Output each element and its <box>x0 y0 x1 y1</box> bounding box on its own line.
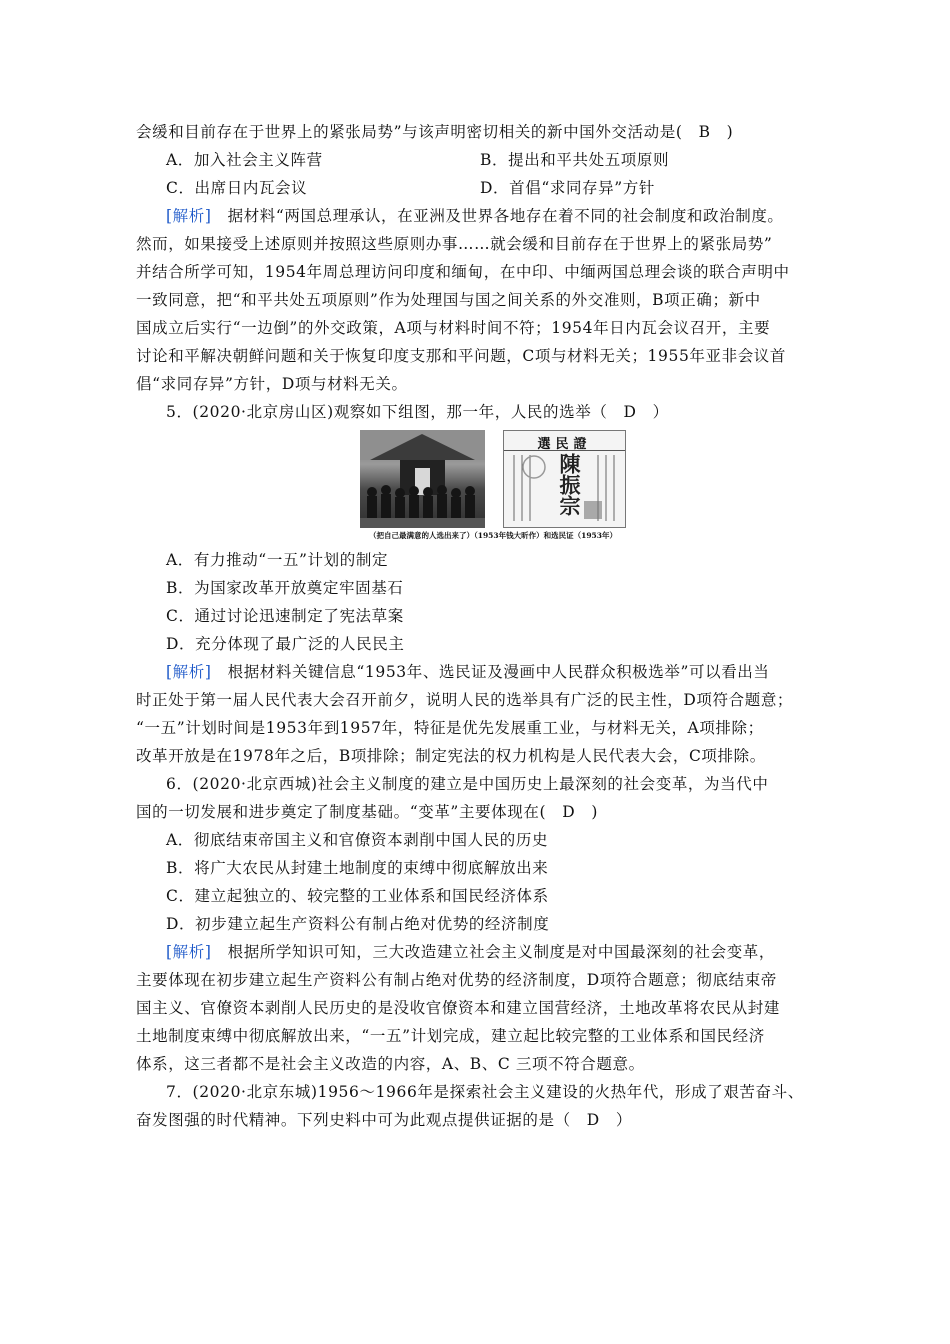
figure-caption: （把自己最满意的人选出来了）（1953年钱大昕作）和选民证（1953年） <box>369 531 617 540</box>
q7-stem-line-2: 奋发图强的时代精神。下列史料中可为此观点提供证据的是（ D ） <box>136 1111 633 1129</box>
q5-option-b: B．为国家改革开放奠定牢固基石 <box>166 579 404 597</box>
voter-card-markings <box>504 431 626 528</box>
q4-analysis-line-3: 并结合所学可知，1954年周总理访问印度和缅甸，在中印、中缅两国总理会谈的联合声明中 <box>136 263 790 281</box>
q6-stem-line-2: 国的一切发展和进步奠定了制度基础。“变革”主要体现在( D ) <box>136 803 598 821</box>
q6-analysis-line-2: 主要体现在初步建立起生产资料公有制占绝对优势的经济制度，D项符合题意；彻底结束帝 <box>136 971 777 989</box>
voting-cartoon-image <box>360 430 485 528</box>
q6-analysis-line-4: 土地制度束缚中彻底解放出来，“一五”计划完成，建立起比较完整的工业体系和国民经济 <box>136 1027 765 1045</box>
q4-analysis-line-5: 国成立后实行“一边倒”的外交政策，A项与材料时间不符；1954年日内瓦会议召开，主要 <box>136 319 771 337</box>
q6-stem-line-1: 6．(2020·北京西城)社会主义制度的建立是中国历史上最深刻的社会变革，为当代中 <box>166 775 769 793</box>
q5-figure <box>360 430 626 540</box>
voter-card-title: 選民證 <box>537 437 592 452</box>
q6-option-d: D．初步建立起生产资料公有制占绝对优势的经济制度 <box>166 915 550 933</box>
q5-stem: 5．(2020·北京房山区)观察如下组图，那一年，人民的选举（ D ） <box>166 403 669 421</box>
q4-stem-end: 会缓和目前存在于世界上的紧张局势”与该声明密切相关的新中国外交活动是( B ) <box>136 123 734 141</box>
q5-analysis-line-3: “一五”计划时间是1953年到1957年，特征是优先发展重工业，与材料无关，A项排除； <box>136 719 764 737</box>
q4-analysis-line-6: 讨论和平解决朝鲜问题和关于恢复印度支那和平问题，C项与材料无关；1955年亚非会议首 <box>136 347 787 365</box>
q7-stem-line-1: 7．(2020·北京东城)1956～1966年是探索社会主义建设的火热年代，形成了艰苦奋斗、 <box>166 1083 804 1101</box>
voting-cartoon-drawing <box>360 430 485 528</box>
q5-analysis-line-1: [解析] 根据材料关键信息“1953年、选民证及漫画中人民群众积极选举”可以看出当 <box>166 663 770 681</box>
q6-analysis-line-3: 国主义、官僚资本剥削人民历史的是没收官僚资本和建立国营经济，土地改革将农民从封建 <box>136 999 781 1017</box>
q4-option-b: B．提出和平共处五项原则 <box>480 151 670 169</box>
q6-analysis-line-5: 体系，这三者都不是社会主义改造的内容，A、B、C 三项不符合题意。 <box>136 1055 645 1073</box>
q5-option-c: C．通过讨论迅速制定了宪法草案 <box>166 607 404 625</box>
q4-analysis-line-2: 然而，如果接受上述原则并按照这些原则办事……就会缓和目前存在于世界上的紧张局势” <box>136 235 773 253</box>
analysis-tag: [解析] <box>166 207 212 225</box>
q6-option-c: C．建立起独立的、较完整的工业体系和国民经济体系 <box>166 887 549 905</box>
q6-option-a: A．彻底结束帝国主义和官僚资本剥削中国人民的历史 <box>166 831 549 849</box>
analysis-tag: [解析] <box>166 663 212 681</box>
q4-analysis-line-1: [解析] 据材料“两国总理承认，在亚洲及世界各地存在着不同的社会制度和政治制度。 <box>166 207 784 225</box>
q4-analysis-line-4: 一致同意，把“和平共处五项原则”作为处理国与国之间关系的外交准则，B项正确；新中 <box>136 291 761 309</box>
q6-option-b: B．将广大农民从封建土地制度的束缚中彻底解放出来 <box>166 859 549 877</box>
analysis-tag: [解析] <box>166 943 212 961</box>
q5-analysis-line-2: 时正处于第一届人民代表大会召开前夕，说明人民的选举具有广泛的民主性，D项符合题意； <box>136 691 794 709</box>
q4-option-a: A．加入社会主义阵营 <box>166 151 323 169</box>
q6-analysis-line-1: [解析] 根据所学知识可知，三大改造建立社会主义制度是对中国最深刻的社会变革， <box>166 943 776 961</box>
q5-option-a: A．有力推动“一五”计划的制定 <box>166 551 389 569</box>
q5-analysis-line-4: 改革开放是在1978年之后，B项排除；制定宪法的权力机构是人民代表大会，C项排除。 <box>136 747 766 765</box>
q4-option-c: C．出席日内瓦会议 <box>166 179 308 197</box>
q4-option-d: D．首倡“求同存异”方针 <box>480 179 655 197</box>
voter-card-name: 陳振宗 <box>557 453 582 516</box>
q4-analysis-line-7: 倡“求同存异”方针，D项与材料无关。 <box>136 375 408 393</box>
voter-card-image <box>503 430 626 528</box>
q5-option-d: D．充分体现了最广泛的人民民主 <box>166 635 405 653</box>
